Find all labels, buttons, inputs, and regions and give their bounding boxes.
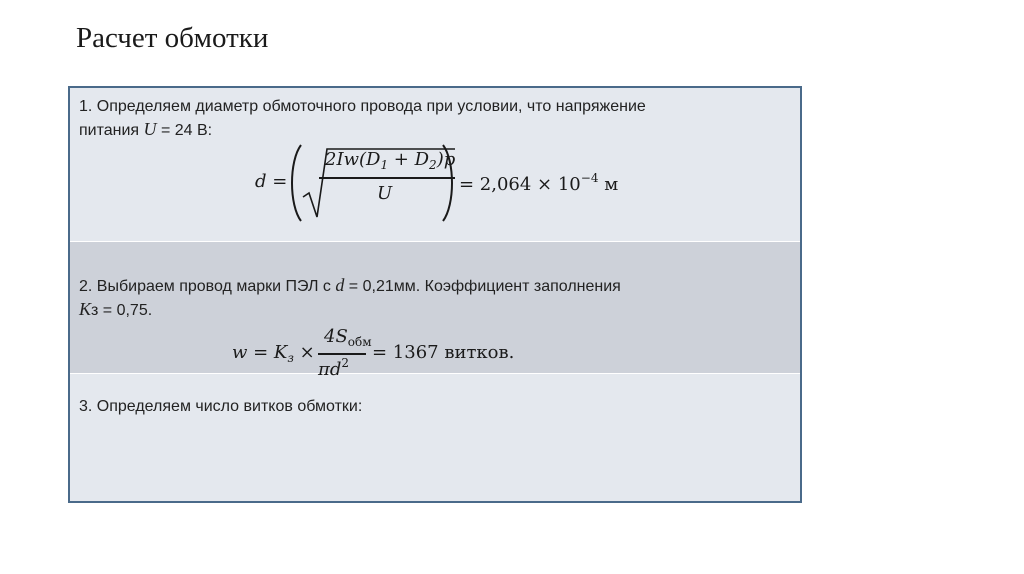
formula-result: = 1367 витков. [372,342,515,363]
content-table [68,86,802,503]
formula-lhs: $w = K_з$ × [232,342,315,365]
formula-denominator: $\pi d^2$ [318,356,349,380]
step-2-text-line-2: Kз = 0,75. [79,299,153,319]
step-1-text-line-2: питания U = 24 В: [79,119,213,139]
slide-title: Расчет обмотки [76,22,269,54]
right-paren-icon [441,143,459,223]
formula-denominator: U [377,183,393,204]
fraction-line [319,177,455,179]
formula-result: = $2,064 \times 10^{-4}$ м [459,171,619,195]
variable-d: d [335,275,345,295]
table-row-step-3 [70,374,800,501]
table-row-step-1 [70,88,800,242]
formula-numerator: $4S_{обм}$ [324,326,372,349]
step-3-text: 3. Определяем число витков обмотки: [79,398,363,415]
formula-numerator: $2Iw(D_1 + D_2)p$ [325,149,456,172]
step-2-text-line-1: 2. Выбираем провод марки ПЭЛ с d = 0,21мм. Коэффициент заполнения [79,275,621,295]
variable-k: K [79,299,92,319]
formula-lhs: d = [255,171,288,192]
variable-u: U [143,119,157,139]
fraction-line [318,353,366,355]
step-1-text-line-1: 1. Определяем диаметр обмоточного провода при условии, что напряжение [79,98,646,115]
